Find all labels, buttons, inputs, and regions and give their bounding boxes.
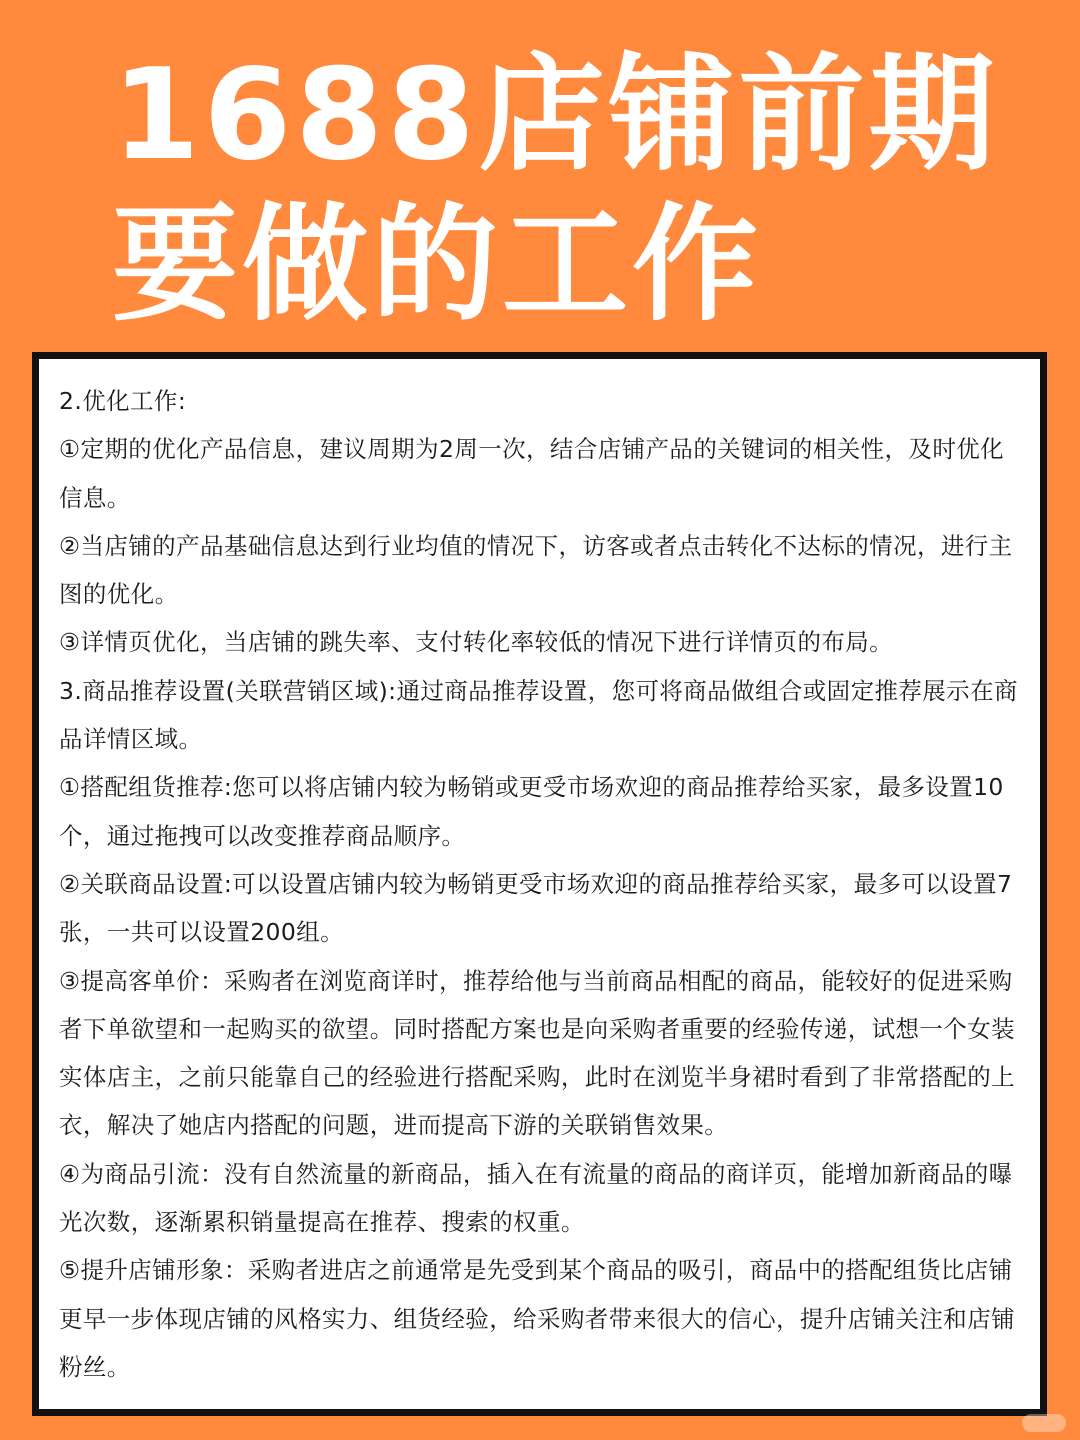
paragraph-item: ②关联商品设置:可以设置店铺内较为畅销更受市场欢迎的商品推荐给买家，最多可以设置7张，一共可以设置200组。 bbox=[59, 869, 1013, 947]
paragraph-item: ①搭配组货推荐:您可以将店铺内较为畅销或更受市场欢迎的商品推荐给买家，最多设置10个，通过拖拽可以改变推荐商品顺序。 bbox=[59, 773, 1004, 850]
paragraph-item: ③提高客单价：采购者在浏览商详时，推荐给他与当前商品相配的商品，能较好的促进采购者下单欲望和一起购买的欲望。同时搭配方案也是向采购者重要的经验传递，试想一个女装实体店主，之前只能靠自己的经验进行搭配采购，此时在浏览半身裙时看到了非常搭配的上衣，解决了她店内搭配的问题，进而提高下游的关联销售效果。 bbox=[59, 966, 1015, 1140]
section-heading-recommendation: 3.商品推荐设置(关联营销区域):通过商品推荐设置，您可将商品做组合或固定推荐展示在商品详情区域。 bbox=[59, 676, 1018, 754]
paragraph-item: ②当店铺的产品基础信息达到行业均值的情况下，访客或者点击转化不达标的情况，进行主图的优化。 bbox=[59, 531, 1013, 609]
page-title-line-2: 要做的工作 bbox=[112, 191, 762, 338]
paragraph-item: ①定期的优化产品信息，建议周期为2周一次，结合店铺产品的关键词的相关性，及时优化信息。 bbox=[59, 435, 1005, 512]
paragraph-item: ⑤提升店铺形象：采购者进店之前通常是先受到某个商品的吸引，商品中的搭配组货比店铺更早一步体现店铺的风格实力、组货经验，给采购者带来很大的信心，提升店铺关注和店铺粉丝。 bbox=[59, 1256, 1015, 1381]
page-title-line-1: 1688店铺前期 bbox=[112, 41, 999, 188]
paragraph-item: ③详情页优化，当店铺的跳失率、支付转化率较低的情况下进行详情页的布局。 bbox=[59, 628, 894, 657]
section-heading-optimization: 2.优化工作: bbox=[59, 387, 187, 415]
paragraph-item: ④为商品引流：没有自然流量的新商品，插入在有流量的商品的商详页，能增加新商品的曝光次数，逐渐累积销量提高在推荐、搜索的权重。 bbox=[59, 1159, 1013, 1237]
page-title bbox=[112, 40, 1012, 340]
content-card bbox=[32, 352, 1047, 1416]
watermark-icon bbox=[1022, 1414, 1066, 1432]
